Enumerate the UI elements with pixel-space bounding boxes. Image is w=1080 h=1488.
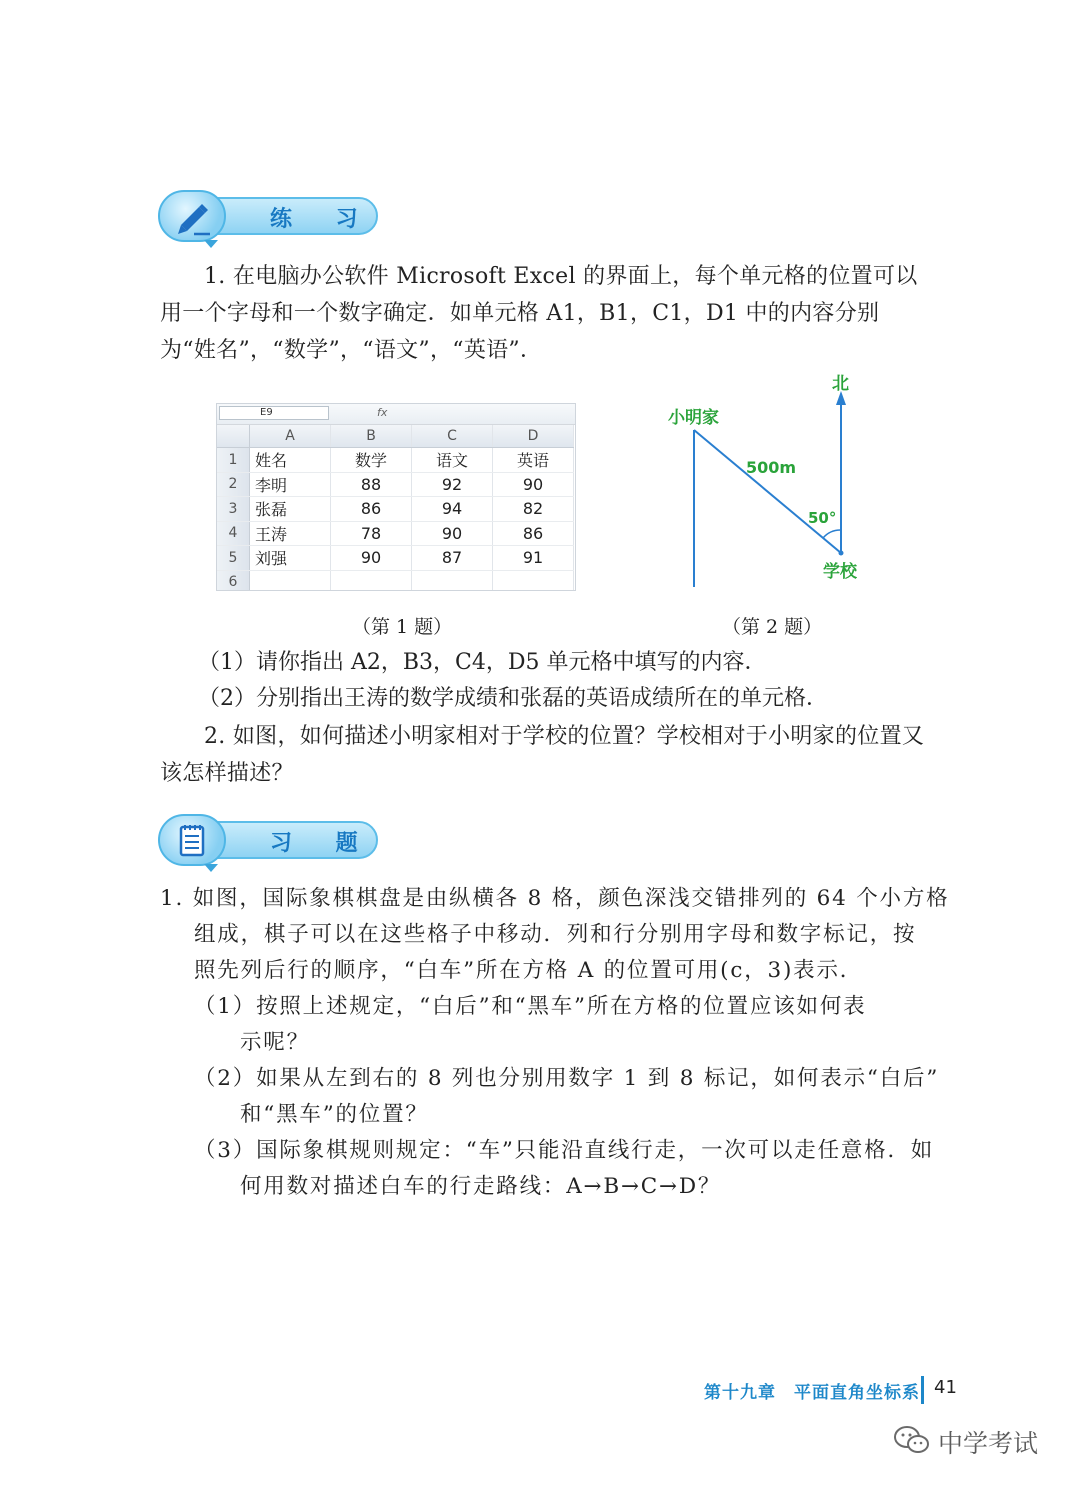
table-cell (331, 570, 412, 591)
table-row (217, 546, 574, 571)
school-label: 学校 (823, 562, 857, 582)
excel-spreadsheet-figure (216, 403, 576, 591)
table-cell: 86 (493, 521, 574, 546)
table-cell: 英语 (493, 448, 574, 473)
row-number: 3 (217, 497, 250, 522)
practice-q1-sub2: （2）分别指出王涛的数学成绩和张磊的英语成绩所在的单元格． (198, 686, 828, 711)
school-point (839, 551, 844, 556)
position-diagram (650, 365, 890, 595)
table-row (217, 521, 574, 546)
column-header-row (217, 425, 574, 448)
angle-label: 50° (808, 509, 837, 527)
home-label: 小明家 (668, 408, 719, 428)
exercise-sub-line: 示呢？ (240, 1030, 310, 1055)
table-cell: 李明 (250, 472, 331, 497)
angle-arc (823, 530, 841, 538)
table-cell: 90 (493, 472, 574, 497)
exercise-sub-line: 何用数对描述白车的行走路线：A→B→C→D？ (240, 1174, 722, 1199)
column-header: C (412, 425, 493, 448)
column-header: A (250, 425, 331, 448)
pencil-icon (172, 196, 212, 236)
banner-pointer (204, 240, 218, 248)
corner-cell (217, 425, 250, 448)
practice-q1-sub1: （1）请你指出 A2，B3，C4，D5 单元格中填写的内容． (198, 650, 767, 675)
row-number: 6 (217, 570, 250, 591)
table-cell: 82 (493, 497, 574, 522)
exercise-sub-line: （2）如果从左到右的 8 列也分别用数字 1 到 8 标记，如何表示“白后” (194, 1066, 940, 1091)
home-school-segment (694, 430, 841, 553)
column-header: B (331, 425, 412, 448)
exercise-label: 习 题 (270, 831, 376, 856)
row-number: 4 (217, 521, 250, 546)
table-cell: 数学 (331, 448, 412, 473)
table-cell: 88 (331, 472, 412, 497)
formula-bar (217, 404, 575, 425)
footer-divider (921, 1376, 924, 1404)
row-number: 2 (217, 472, 250, 497)
distance-label: 500m (746, 458, 797, 477)
wechat-icon (893, 1425, 931, 1455)
table-cell: 90 (331, 546, 412, 571)
exercise-q1-line: 1. 如图，国际象棋棋盘是由纵横各 8 格，颜色深浅交错排列的 64 个小方格 (160, 886, 950, 911)
table-cell: 张磊 (250, 497, 331, 522)
table-cell: 刘强 (250, 546, 331, 571)
exercise-sub-line: 和“黑车”的位置？ (240, 1102, 429, 1127)
table-cell: 语文 (412, 448, 493, 473)
north-label: 北 (832, 374, 849, 394)
table-cell: 78 (331, 521, 412, 546)
watermark-text: 中学考试 (938, 1429, 1039, 1458)
table-cell: 姓名 (250, 448, 331, 473)
table-cell: 86 (331, 497, 412, 522)
exercise-q1-line: 组成，棋子可以在这些格子中移动．列和行分别用字母和数字标记，按 (194, 922, 917, 947)
table-cell: 90 (412, 521, 493, 546)
table-cell: 王涛 (250, 521, 331, 546)
table-cell (250, 570, 331, 591)
table-cell: 94 (412, 497, 493, 522)
practice-banner (158, 190, 380, 242)
table-cell: 91 (493, 546, 574, 571)
row-number: 5 (217, 546, 250, 571)
figure1-caption: （第 1 题） (352, 616, 453, 638)
chapter-title: 第十九章 平面直角坐标系 (704, 1383, 920, 1403)
table-cell: 87 (412, 546, 493, 571)
practice-label: 练 习 (270, 207, 376, 232)
exercise-sub-line: （3）国际象棋规则规定：“车”只能沿直线行走，一次可以走任意格．如 (194, 1138, 935, 1163)
table-cell: 92 (412, 472, 493, 497)
table-cell (412, 570, 493, 591)
banner-pointer (204, 864, 218, 872)
table-row (217, 448, 574, 473)
page-number: 41 (934, 1377, 957, 1398)
column-header: D (493, 425, 574, 448)
practice-q1-text: 1. 在电脑办公软件 Microsoft Excel 的界面上，每个单元格的位置可以用一个字母和一个数字确定．如单元格 A1，B1，C1，D1 中的内容分别为“姓名”，“数学”，“语文”，“英语”． (160, 264, 918, 363)
fx-icon: fx (377, 406, 388, 419)
table-row (217, 570, 574, 591)
exercise-banner (158, 814, 380, 866)
figure2-caption: （第 2 题） (722, 616, 823, 638)
exercise-q1-line: 照先列后行的顺序，“白车”所在方格 A 的位置可用(c，3)表示． (194, 958, 864, 983)
excel-grid (217, 425, 574, 591)
row-number: 1 (217, 448, 250, 473)
table-row (217, 497, 574, 522)
notepad-icon (172, 820, 212, 860)
practice-q2-text: 2. 如图，如何描述小明家相对于学校的位置？学校相对于小明家的位置又该怎样描述？ (160, 724, 925, 786)
name-box: E9 (219, 406, 329, 420)
table-row (217, 472, 574, 497)
exercise-sub-line: （1）按照上述规定，“白后”和“黑车”所在方格的位置应该如何表 (194, 994, 867, 1019)
table-cell (493, 570, 574, 591)
